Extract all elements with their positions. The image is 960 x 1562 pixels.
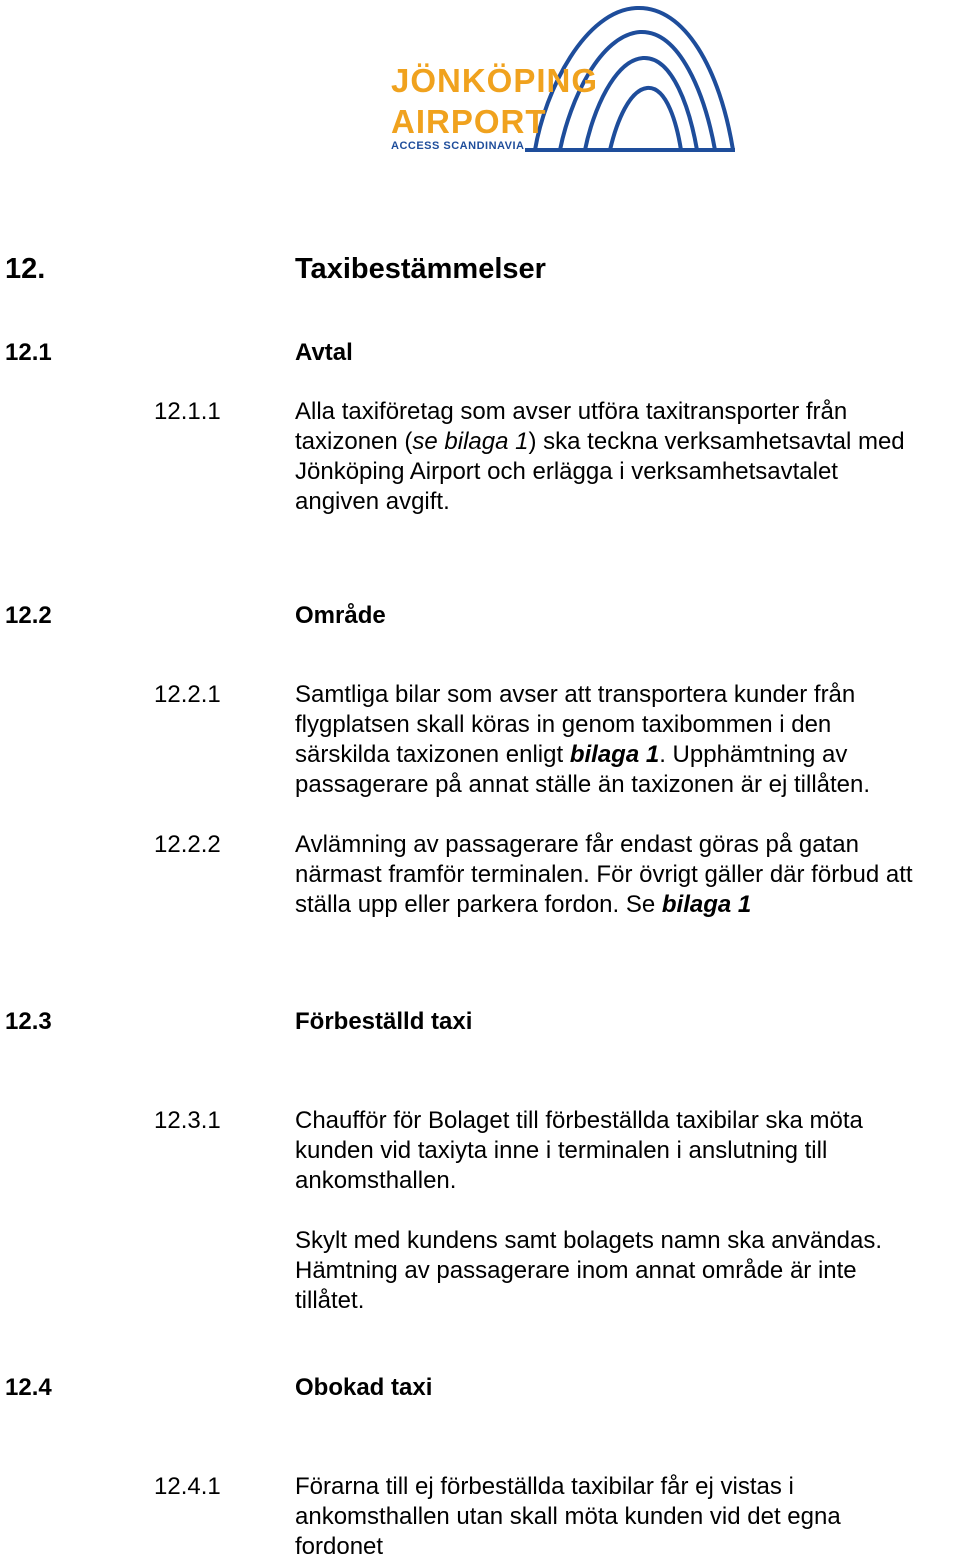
subsection-number: 12.1 [5,339,52,366]
clause-line: ankomsthallen utan skall möta kunden vid det egna [295,1503,841,1530]
clause-line: fordonet [295,1533,384,1560]
clause-text [295,1472,841,1562]
clause-line: angiven avgift. [295,488,450,515]
subsection-title: Avtal [295,339,353,366]
clause-number: 12.1.1 [154,398,221,425]
clause-text [295,830,913,920]
subsection-number: 12.3 [5,1008,52,1035]
clause-number: 12.2.2 [154,831,221,858]
clause-text [295,397,905,517]
annex-reference: bilaga 1 [569,741,660,768]
subsection-number: 12.4 [5,1374,52,1401]
clause-line: närmast framför terminalen. För övrigt gäller där förbud att [295,861,913,888]
subsection-title: Område [295,602,386,629]
annex-reference: bilaga 1 [661,891,752,918]
logo-tagline: ACCESS SCANDINAVIA [391,140,525,152]
clause-line: särskilda taxizonen enligt bilaga 1. Upphämtning av [295,741,848,768]
clause-line: ställa upp eller parkera fordon. Se bilaga 1 [295,891,752,918]
clause-text [295,1106,882,1316]
clause-line: Jönköping Airport och erlägga i verksamhetsavtalet [295,458,838,485]
clause-line: Alla taxiföretag som avser utföra taxitransporter från [295,398,848,425]
subsection-title: Förbeställd taxi [295,1008,473,1035]
clause-number: 12.2.1 [154,681,221,708]
clause-text [295,680,870,800]
airport-logo [385,0,745,160]
section-title: Taxibestämmelser [295,253,546,285]
clause-number: 12.3.1 [154,1107,221,1134]
clause-line: tillåtet. [295,1287,365,1314]
clause-line: Avlämning av passagerare får endast göras på gatan [295,831,859,858]
clause-line: taxizonen (se bilaga 1) ska teckna verksamhetsavtal med [295,428,905,455]
clause-line: passagerare på annat ställe än taxizonen är ej tillåten. [295,771,871,798]
section-number: 12. [5,253,46,285]
clause-line: Chaufför för Bolaget till förbeställda taxibilar ska möta [295,1107,863,1134]
clause-line: kunden vid taxiyta inne i terminalen i anslutning till [295,1137,828,1164]
clause-number: 12.4.1 [154,1473,221,1500]
clause-line: ankomsthallen. [295,1167,457,1194]
logo-title-line1: JÖNKÖPING [391,62,599,99]
clause-line: Skylt med kundens samt bolagets namn ska användas. [295,1227,882,1254]
subsection-title: Obokad taxi [295,1374,433,1401]
clause-line: Hämtning av passagerare inom annat område är inte [295,1257,857,1284]
clause-line: flygplatsen skall köras in genom taxibommen i den [295,711,832,738]
logo-title-line2: AIRPORT [391,103,547,140]
annex-reference: se bilaga 1 [412,428,529,455]
subsection-number: 12.2 [5,602,52,629]
clause-line: Samtliga bilar som avser att transportera kunder från [295,681,856,708]
clause-line: Förarna till ej förbeställda taxibilar får ej vistas i [295,1473,794,1500]
